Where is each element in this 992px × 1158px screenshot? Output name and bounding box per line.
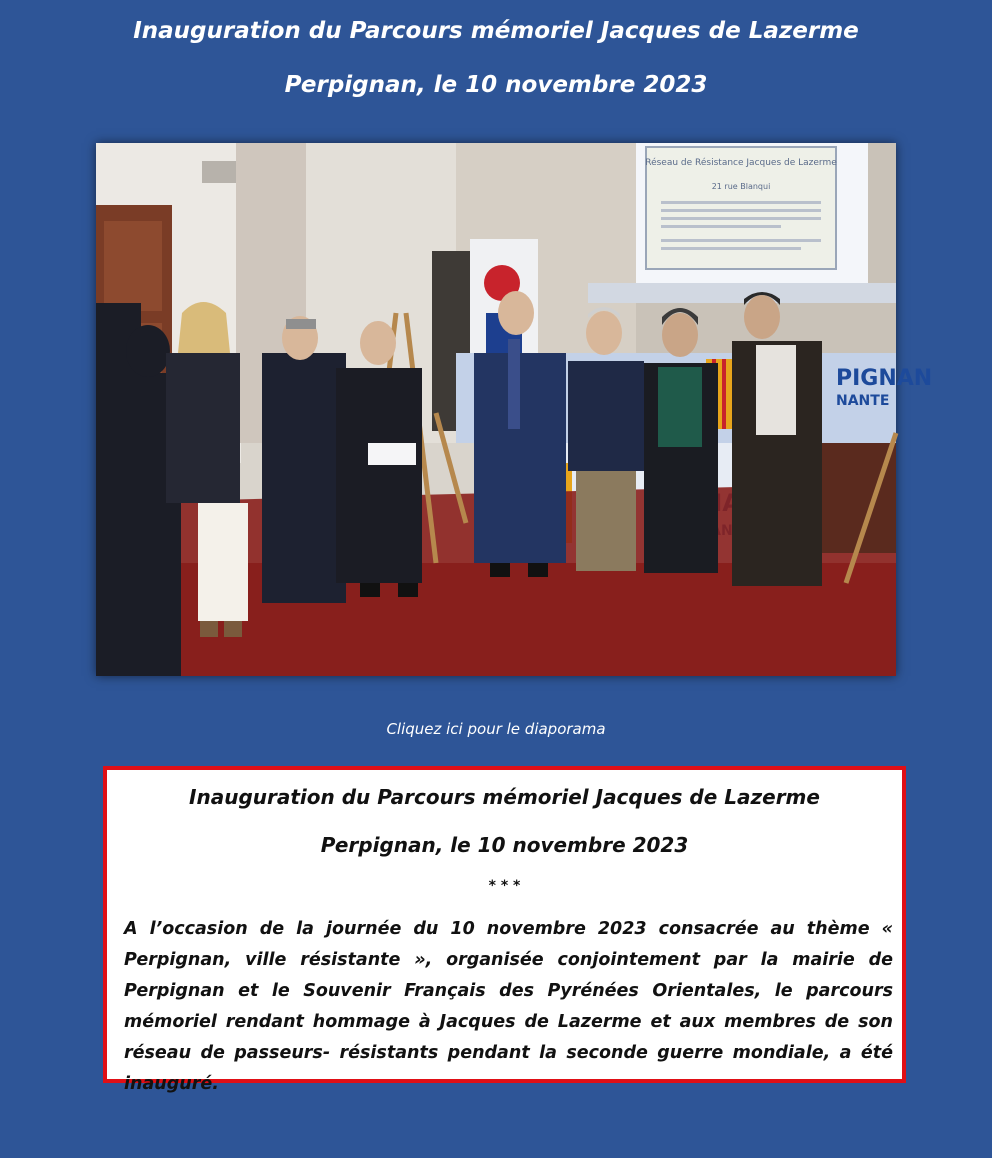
screen-address: 21 rue Blanqui [711,182,771,191]
article-box [103,766,906,1094]
event-photo[interactable] [96,143,933,676]
event-photo-illustration [96,143,933,676]
article-body: A l’occasion de la journée du 10 novembre 2023 consacrée au thème « Perpignan, ville résistante », organisée conjointement par la mairie de Perpignan et le Souvenir Français des Pyrénées Orientales, le parcours mémoriel rendant hommage à Jacques de Lazerme et aux membres de son réseau de passeurs- résistants pendant la seconde guerre mondiale, a été inauguré. [124,919,893,1094]
table-banner-text: PIGNAN [836,366,933,391]
page-subtitle-date: Perpignan, le 10 novembre 2023 [284,72,708,98]
article-separator: * * * [488,878,521,894]
article-date: Perpignan, le 10 novembre 2023 [320,833,689,857]
article-title: Inauguration du Parcours mémoriel Jacques de Lazerme [189,785,820,809]
screen-title: Réseau de Résistance Jacques de Lazerme [645,158,837,168]
table-banner-subtext: NANTE [836,393,890,409]
slideshow-link[interactable]: Cliquez ici pour le diaporama [386,720,606,738]
page-title: Inauguration du Parcours mémoriel Jacques de Lazerme [133,18,859,44]
